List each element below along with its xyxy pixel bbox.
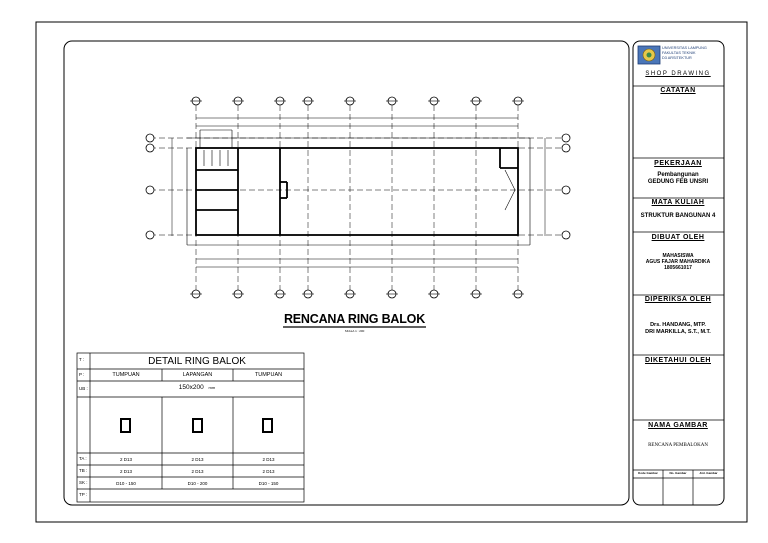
sk-tumpuan-1: D10 - 150 xyxy=(116,481,136,486)
dibuat-line-1: MAHASISWA xyxy=(662,253,694,259)
drawing-scale: SKALA 1 : 200 xyxy=(344,329,365,333)
pekerjaan-label: PEKERJAAN xyxy=(654,160,702,167)
beam-section-1 xyxy=(121,419,130,432)
mata-kuliah-label: MATA KULIAH xyxy=(651,199,705,206)
diketahui-label: DIKETAHUI OLEH xyxy=(645,357,711,364)
beam-size xyxy=(90,384,304,391)
right-markers xyxy=(562,134,570,239)
nama-gambar-value: RENCANA PEMBALOKAN xyxy=(648,443,708,448)
beam-section-2 xyxy=(193,419,202,432)
axis-markers xyxy=(146,97,570,298)
diperiksa-label: DIPERIKSA OLEH xyxy=(644,296,712,303)
mata-kuliah-value: STRUKTUR BANGUNAN 4 xyxy=(640,213,716,219)
sk-tumpuan-2: D10 - 150 xyxy=(258,481,279,486)
beam-size-unit: mm xyxy=(208,385,216,390)
row-label-t: T : xyxy=(79,357,85,362)
pekerjaan-line-2: GEDUNG FEB UNSRI xyxy=(647,179,709,185)
institution-line-2: FAKULTAS TEKNIK xyxy=(662,51,696,55)
catatan-label: CATATAN xyxy=(660,87,696,94)
university-logo xyxy=(638,46,660,64)
row-label-ub: UB : xyxy=(79,386,88,391)
nama-gambar-label: NAMA GAMBAR xyxy=(648,422,708,429)
drawing-frame xyxy=(64,41,629,505)
footer-jml-gambar: Jml. Gambar xyxy=(699,471,718,475)
row-label-sk: SK : xyxy=(79,480,88,485)
column-header-tumpuan-1: TUMPUAN xyxy=(112,372,140,378)
institution-name xyxy=(662,46,724,61)
floor-plan xyxy=(150,105,565,290)
diperiksa-value xyxy=(632,322,724,336)
ta-tumpuan-2: 2 D13 xyxy=(262,457,275,462)
diperiksa-line-2: DRI MARKILLA, S.T., M.T. xyxy=(645,329,711,335)
row-label-tb: TB : xyxy=(79,468,88,473)
column-header-lapangan: LAPANGAN xyxy=(182,372,213,378)
left-markers xyxy=(146,134,154,239)
ta-lapangan: 2 D13 xyxy=(191,457,204,462)
dibuat-value xyxy=(632,253,724,271)
footer-no-gambar: No. Gambar xyxy=(669,471,687,475)
tb-lapangan: 2 D13 xyxy=(191,469,204,474)
dibuat-label: DIBUAT OLEH xyxy=(651,234,705,241)
institution-line-3: D3 ARSITEKTUR xyxy=(662,56,692,60)
tb-tumpuan-2: 2 D13 xyxy=(262,469,275,474)
ta-tumpuan-1: 2 D13 xyxy=(119,457,132,462)
title-block-frame xyxy=(633,41,724,505)
row-label-p: P : xyxy=(79,372,85,377)
beam-section-3 xyxy=(263,419,272,432)
pekerjaan-value xyxy=(632,172,724,186)
dimension-lines xyxy=(172,118,545,267)
footer-kode-gambar: Kode Gambar xyxy=(638,471,658,475)
pekerjaan-line-1: Pembangunan xyxy=(657,172,699,178)
beam-size-value: 150x200 xyxy=(178,384,204,391)
sheet-type: SHOP DRAWING xyxy=(645,71,711,77)
institution-line-1: UNIVERSITAS LAMPUNG xyxy=(662,46,707,50)
ring-beams xyxy=(196,148,518,235)
tb-tumpuan-1: 2 D13 xyxy=(119,469,132,474)
beam-sections xyxy=(121,419,272,432)
grid-lines xyxy=(150,105,565,290)
diperiksa-line-1: Drs. HANDANG, MTP. xyxy=(650,322,706,328)
detail-table-title: DETAIL RING BALOK xyxy=(148,356,246,367)
row-label-ta: TA : xyxy=(79,456,87,461)
dibuat-line-3: 1805661017 xyxy=(664,265,692,271)
row-label-tp: TP : xyxy=(79,492,88,497)
sk-lapangan: D10 - 200 xyxy=(187,481,208,486)
dibuat-line-2: AGUS FAJAR MAHARDIKA xyxy=(645,259,711,265)
drawing-title: RENCANA RING BALOK xyxy=(283,312,426,326)
axis-marker-ticks xyxy=(190,101,524,294)
column-header-tumpuan-2: TUMPUAN xyxy=(254,372,283,378)
